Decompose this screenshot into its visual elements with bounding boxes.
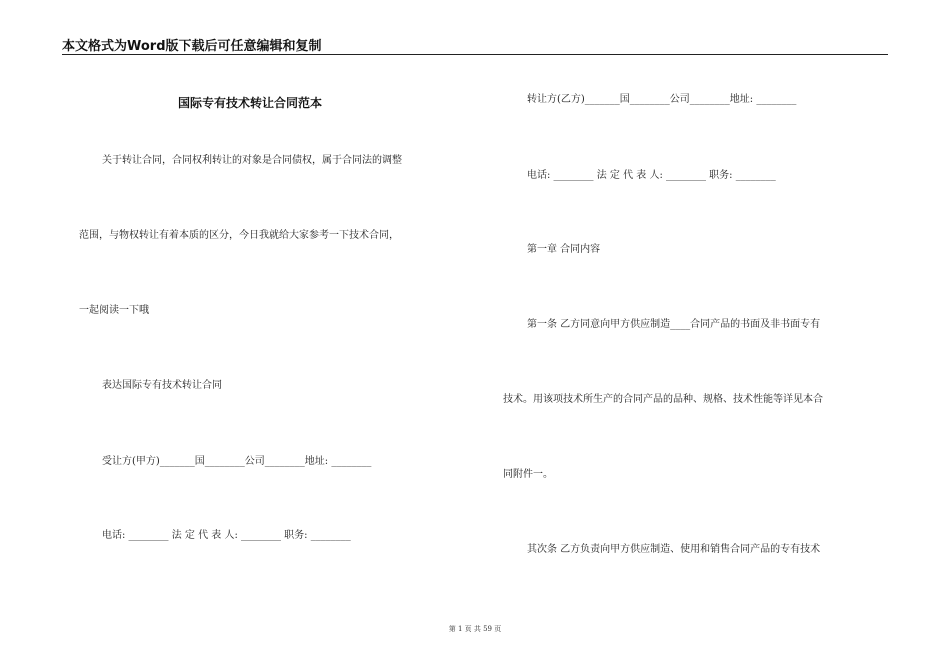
- left-paragraph-line: 表达国际专有技术转让合同: [102, 380, 222, 391]
- left-paragraph-line: 范围，与物权转让有着本质的区分，今日我就给大家参考一下技术合同，: [79, 230, 399, 241]
- left-paragraph-line: 关于转让合同，合同权利转让的对象是合同债权，属于合同法的调整: [102, 155, 402, 166]
- right-paragraph-line: 第一条 乙方同意向甲方供应制造____合同产品的书面及非书面专有: [527, 319, 821, 330]
- party-b-contact-line: 电话: ________ 法 定 代 表 人: ________ 职务: ________: [527, 170, 776, 181]
- chapter-heading: 第一章 合同内容: [527, 244, 601, 255]
- banner-divider: [62, 54, 888, 55]
- right-paragraph-line: 其次条 乙方负责向甲方供应制造、使用和销售合同产品的专有技术: [527, 544, 821, 555]
- document-banner: 本文格式为Word版下载后可任意编辑和复制: [62, 39, 322, 54]
- right-paragraph-line: 同附件一。: [503, 469, 553, 480]
- left-paragraph-line: 一起阅读一下哦: [79, 305, 149, 316]
- document-title: 国际专有技术转让合同范本: [178, 96, 323, 110]
- right-paragraph-line: 技术。用该项技术所生产的合同产品的品种、规格、技术性能等详见本合: [503, 394, 823, 405]
- page-number: 第 1 页 共 59 页: [448, 625, 502, 633]
- party-a-info-line: 受让方(甲方)_______国________公司________地址: ________: [102, 456, 372, 467]
- party-a-contact-line: 电话: ________ 法 定 代 表 人: ________ 职务: ________: [102, 530, 351, 541]
- party-b-info-line: 转让方(乙方)_______国________公司________地址: ________: [527, 94, 797, 105]
